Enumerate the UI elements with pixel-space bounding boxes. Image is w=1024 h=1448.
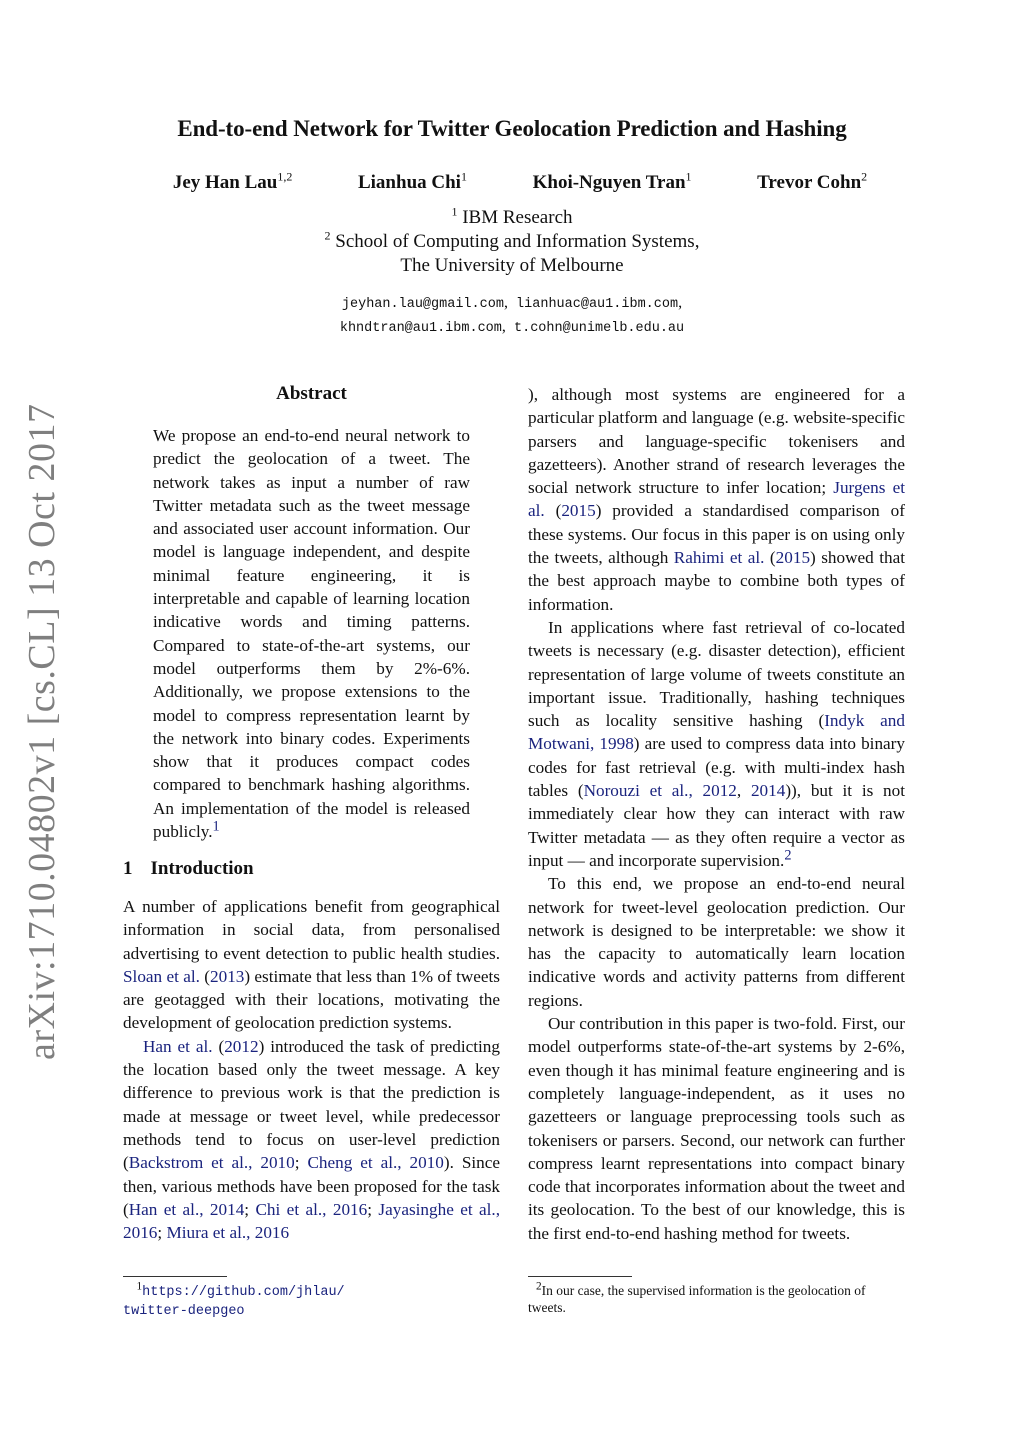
email-link[interactable]: khndtran@au1.ibm.com [339,321,502,336]
author: Lianhua Chi$^1$ [357,169,467,193]
paragraph: To this end, we propose an end-to-end neural network for tweet-level geolocation prediction. Our network is designed to be interpretable: we show it has the capacity to automatically learn location indicative words and activity patterns from different regions. [528,874,905,1010]
paper-title: End-to-end Network for Twitter Geolocation Prediction and Hashing [177,116,847,141]
affiliation-1: $^1$ IBM Research [451,204,573,228]
footnote-url-link[interactable]: twitter-deepgeo [123,1304,245,1319]
email-link[interactable]: lianhuac@au1.ibm.com [516,297,679,312]
citation-link[interactable]: Han et al. [143,1036,213,1056]
citation-link[interactable]: Han et al., 2014 [128,1199,245,1219]
citation-link[interactable]: Norouzi et al., 2012 [583,781,737,801]
citation-link[interactable]: 2013 [210,966,245,986]
footnote-rule [528,1276,632,1277]
affiliation-2: $^2$ School of Computing and Information Systems, [324,228,700,252]
citation-link[interactable]: Jayasinghe et al., 2016 [123,1199,500,1243]
abstract-body: We propose an end-to-end neural network to predict the geolocation of a tweet. The network takes as input a number of raw Twitter metadata such as the tweet message and associated user account information. Our model is language independent, and despite minimal feature engineering, it is interpretable and capable of learning location indicative words and timing patterns. Compared to state-of-the-art systems, our model outperforms them by 2%-6%. Additionally, we propose extensions to the model to compress representation learnt by the network into binary codes. Experiments show that it produces compact codes compared to benchmark hashing algorithms. An implementation of the model is released publicly.$^1$ [153,426,470,842]
footnote-url-link[interactable]: https://github.com/jhlau/ [142,1285,345,1300]
footnote-ref[interactable]: 1 [212,818,220,835]
author: Jey Han Lau$^{1,2}$ [172,169,293,193]
citation-link[interactable]: 2012 [224,1036,259,1056]
email-line-1: jeyhan.lau@gmail.com, lianhuac@au1.ibm.com, [341,294,683,312]
citation-link[interactable]: 2014 [750,781,786,801]
section-heading-introduction: 1 Introduction [123,858,254,879]
author: Trevor Cohn$^2$ [757,169,868,193]
footnote-2: $^2$In our case, the supervised information is the geolocation of tweets. [528,1280,866,1315]
footnote-rule [123,1276,227,1277]
citation-link[interactable]: Chi et al., 2016 [255,1199,368,1219]
citation-link[interactable]: Jurgens et al. [528,478,905,521]
citation-link[interactable]: Miura et al., 2016 [166,1223,290,1243]
footnote-ref[interactable]: 2 [784,847,792,864]
citation-link[interactable]: 2015 [561,501,596,521]
paragraph: In applications where fast retrieval of co-located tweets is necessary (e.g. disaster detection), efficient representation of large volume of tweets constitute an important issue. Traditionally, hashing techniques such as locality sensitive hashing (Indyk and Motwani, 1998) are used to compress data into binary codes for fast retrieval (e.g. with multi-index hash tables (Norouzi et al., 2012, 2014)), but it is not immediately clear how they can interact with raw Twitter metadata — as they often require a vector as input — and incorporate supervision.$^2$ [528,617,905,870]
citation-link[interactable]: Indyk and Motwani, 1998 [528,711,905,754]
citation-link[interactable]: 2015 [775,548,811,568]
author: Khoi-Nguyen Tran$^1$ [532,169,692,193]
paragraph: A number of applications benefit from geographical information in social data, from personalised advertising to event detection to public health studies. Sloan et al. (2013) estimate that less than 1% of tweets are geotagged with their locations, motivating the development of geolocation prediction systems. [123,897,500,1033]
citation-link[interactable]: Cheng et al., 2010 [307,1153,444,1173]
email-link[interactable]: t.cohn@unimelb.edu.au [514,321,685,336]
paragraph: Our contribution in this paper is two-fold. First, our model outperforms state-of-the-art systems by 2-6%, even though it has minimal feature engineering and is completely language-independent, as it uses no gazetteers or language preprocessing tools such as tokenisers or parsers. Second, our network can further compress learnt representations into compact binary code that incorporates information about the tweet and its geolocation. To the best of our knowledge, this is the first end-to-end hashing method for tweets. [528,1014,905,1243]
email-line-2: khndtran@au1.ibm.com, t.cohn@unimelb.edu.au [339,318,685,336]
footnote-1: $^1$https://github.com/jhlau/ twitter-deepgeo [123,1280,345,1319]
arxiv-stamp: arXiv:1710.04802v1 [cs.CL] 13 Oct 2017 [21,403,63,1060]
affiliation-2-line2: The University of Melbourne [400,255,624,276]
citation-link[interactable]: Backstrom et al., 2010 [128,1153,295,1173]
abstract-heading: Abstract [276,383,347,404]
author-list [140,169,900,194]
paragraph: Han et al. (2012) introduced the task of predicting the location based only the tweet message. A key difference to previous work is that the prediction is made at message or tweet level, while predecessor methods tend to focus on user-level prediction (Backstrom et al., 2010; Cheng et al., 2010). Since then, various methods have been proposed for the task (Han et al., 2014; Chi et al., 2016; Jayasinghe et al., 2016; Miura et al., 2016 [123,1036,501,1243]
left-column-body [123,895,500,1244]
right-column-body [528,383,905,1245]
citation-link[interactable]: Sloan et al. [123,966,200,986]
email-link[interactable]: jeyhan.lau@gmail.com [341,297,504,312]
paragraph: ), although most systems are engineered for a particular platform and language (e.g. website-specific parsers and language-specific tokenisers and gazetteers). Another strand of research leverages the social network structure to infer location; Jurgens et al. (2015) provided a standardised comparison of these systems. Our focus in this paper is on using only the tweets, although Rahimi et al. (2015) showed that the best approach maybe to combine both types of information. [528,385,905,614]
citation-link[interactable]: Rahimi et al. [673,548,765,568]
